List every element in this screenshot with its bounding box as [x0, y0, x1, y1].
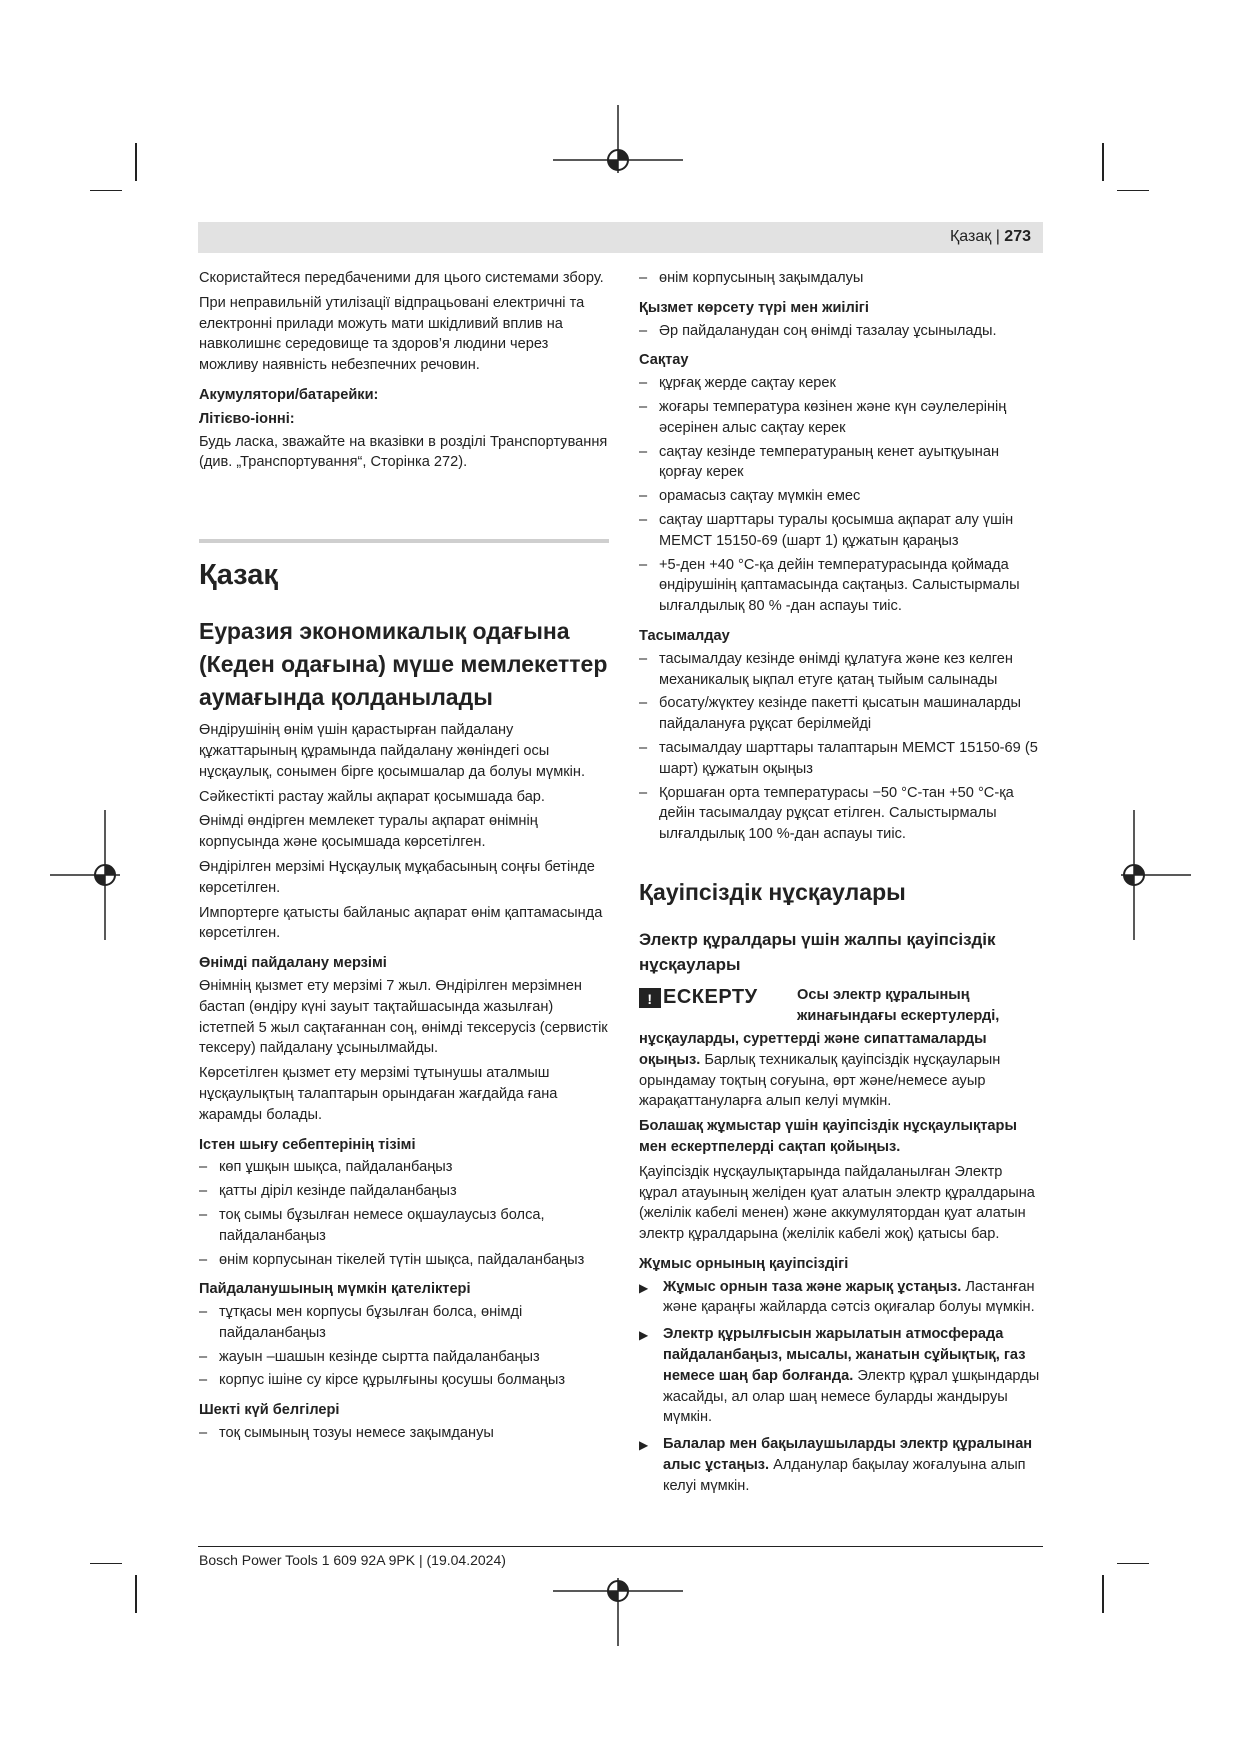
item-text: Ластанған және қараңғы жайларда сәтсіз оқиғалар болуы мүмкін. — [663, 1278, 1035, 1316]
language-title: Қазақ — [199, 559, 278, 592]
crop-mark — [1117, 190, 1149, 191]
item-bold: Жұмыс орнын таза және жарық ұстаңыз. — [663, 1278, 962, 1295]
crop-mark — [135, 143, 137, 181]
storage-list — [639, 373, 1044, 617]
header-text: Қазақ | 273 — [949, 228, 1031, 245]
list-item: – сақтау шарттары туралы қосымша ақпарат алу үшін МЕМСТ 15150-69 (шарт 1) құжатын қараңыз — [639, 510, 1044, 552]
heading-user-errors: Пайдаланушының мүмкін қателіктері — [199, 1281, 471, 1298]
heading-limit-state: Шекті күй белгілері — [199, 1402, 340, 1419]
heading-workplace: Жұмыс орнының қауіпсіздігі — [639, 1255, 849, 1272]
item-text: Алданулар бақылау жоғалуына алып келуі мүмкін. — [663, 1457, 1026, 1494]
paragraph: Импортерге қатысты байланыс ақпарат өнім қаптамасында көрсетілген. — [199, 904, 603, 942]
list-item: – өнім корпусынан тікелей түтін шықса, пайдаланбаңыз — [199, 1250, 609, 1271]
warning-paragraph — [639, 1029, 1044, 1112]
service-list — [639, 321, 1044, 342]
heading-storage: Сақтау — [639, 352, 689, 369]
item-text: Электр құрал ұшқындарды жасайды, ал олар шаң немесе буларды жандыруы мүмкін. — [663, 1367, 1040, 1426]
heading-service-life: Өнімді пайдалану мерзімі — [199, 955, 387, 972]
paragraph: Будь ласка, зважайте на вказівки в розділі Транспортування (див. „Транспортування“, Сторінка 272). — [199, 433, 608, 471]
footer-text: Bosch Power Tools 1 609 92A 9PK | (19.04.2024) — [199, 1552, 506, 1568]
registration-mark-icon — [50, 810, 120, 940]
list-item — [639, 1277, 1044, 1319]
list-item: – құрғақ жерде сақтау керек — [639, 373, 1044, 394]
page-header — [198, 222, 1043, 253]
list-item: – жоғары температура көзінен және күн сәулелерінің әсерінен алыс сақтау керек — [639, 397, 1044, 439]
crop-mark — [135, 1575, 137, 1613]
heading-transport: Тасымалдау — [639, 627, 730, 644]
list-item: – Әр пайдаланудан соң өнімді тазалау ұсынылады. — [639, 321, 1044, 342]
list-item: – босату/жүктеу кезінде пакетті қысатын машиналарды пайдалануға рұқсат берілмейді — [639, 693, 1044, 735]
registration-mark-icon — [553, 1578, 683, 1648]
list-item: – тұтқасы мен корпусы бұзылған болса, өнімді пайдаланбаңыз — [199, 1302, 609, 1344]
list-item: – қатты діріл кезінде пайдаланбаңыз — [199, 1181, 609, 1202]
registration-mark-icon — [1121, 810, 1191, 940]
heading-batteries: Акумулятори/батарейки: — [199, 386, 379, 403]
list-item: – +5-ден +40 °C-қа дейін температурасында қоймада өндірушінің қаптамасында сақтаңыз. Салыстырмалы ылғалдылық 80 % -дан аспауы тиіс. — [639, 555, 1044, 617]
item-bold: Балалар мен бақылаушыларды электр құралынан алыс ұстаңыз. — [663, 1436, 1033, 1474]
paragraph: Көрсетілген қызмет ету мерзімі тұтынушы аталмыш нұсқаулықтың талаптарын орындаған жағдайда ғана жарамды болады. — [199, 1065, 558, 1123]
list-item: – корпус ішіне су кірсе құрылғыны қосушы болмаңыз — [199, 1370, 609, 1391]
crop-mark — [1102, 1575, 1104, 1613]
left-column — [199, 268, 609, 1447]
page-number: 273 — [1004, 228, 1031, 245]
list-item: – тасымалдау шарттары талаптарын МЕМСТ 15150-69 (5 шарт) құжатын оқыңыз — [639, 738, 1044, 780]
list-item: – сақтау кезінде температураның кенет ауытқуынан қорғау керек — [639, 442, 1044, 484]
section-divider — [199, 539, 609, 543]
section-title-eaeu: Еуразия экономикалық одағына (Кеден одағына) мүше мемлекеттер аумағында қолданылады — [199, 618, 608, 711]
crop-mark — [1117, 1563, 1149, 1564]
item-bold: Электр құрылғысын жарылатын атмосферада пайдаланбаңыз, мысалы, жанатын сұйықтық, газ немесе шаң бар болғанда. — [663, 1326, 1026, 1384]
list-item: – орамасыз сақтау мүмкін емес — [639, 486, 1044, 507]
list-item: – өнім корпусының зақымдалуы — [639, 268, 1044, 289]
safety-title: Қауіпсіздік нұсқаулары — [639, 878, 906, 905]
failure-list — [199, 1157, 609, 1270]
limit-list-continued — [639, 268, 1044, 289]
warning-label: ЕСКЕРТУ — [663, 985, 758, 1008]
crop-mark — [1102, 143, 1104, 181]
list-item: – көп ұшқын шықса, пайдаланбаңыз — [199, 1157, 609, 1178]
paragraph: Өнімнің қызмет ету мерзімі 7 жыл. Өндірілген мерзімнен бастап (өндіру күні зауыт тақтайшасында жазылған) істетпей 5 жыл сақтағаннан соң, өнімді тексерусіз (сервистік тексеру) пайдалану ұсынылмайды. — [199, 977, 608, 1057]
paragraph: Қауіпсіздік нұсқаулықтарында пайдаланылған Электр құрал атауының желіден қуат алатын электр құралдарына (желілік кабелі менен) және аккумулятордан қуат алатын электр құралдарына (желілік кабелі жоқ) қатысы бар. — [639, 1163, 1035, 1243]
paragraph: Өндірушінің өнім үшін қарастырған пайдалану құжаттарының құрамында пайдалану жөніндегі осы нұсқаулық, сонымен бірге қосымшалар да болуы мүмкін. — [199, 722, 585, 780]
heading-failure-reasons: Істен шығу себептерінің тізімі — [199, 1136, 416, 1153]
list-item: – тоқ сымының тозуы немесе зақымдануы — [199, 1423, 609, 1444]
list-item: – Қоршаған орта температурасы −50 °C-тан +50 °C-қа дейін тасымалдау рұқсат етілген. Салыстырмалы ылғалдылық 100 %-дан аспауы тиіс. — [639, 783, 1044, 845]
transport-list — [639, 649, 1044, 845]
paragraph: Сәйкестікті растау жайлы ақпарат қосымшада бар. — [199, 788, 545, 805]
list-item: – жауын –шашын кезінде сыртта пайдаланбаңыз — [199, 1347, 609, 1368]
heading-service: Қызмет көрсету түрі мен жиілігі — [639, 299, 869, 316]
list-item: – тасымалдау кезінде өнімді құлатуға және кез келген механикалық ықпал етуге қатаң тыйым салынады — [639, 649, 1044, 691]
warning-badge — [639, 987, 758, 1008]
right-column — [639, 268, 1044, 1503]
crop-mark — [90, 190, 122, 191]
keep-instructions: Болашақ жұмыстар үшін қауіпсіздік нұсқаулықтары мен ескертпелерді сақтап қойыңыз. — [639, 1118, 1017, 1155]
paragraph: Өнімді өндірген мемлекет туралы ақпарат өнімнің корпусында және қосымшада көрсетілген. — [199, 813, 538, 851]
warning-lead: Осы электр құралының жинағындағы ескертулерді, — [797, 986, 1000, 1024]
warning-bold-text: нұсқауларды, суреттерді және сипаттамаларды оқыңыз. — [639, 1030, 987, 1068]
safety-subtitle: Электр құралдары үшін жалпы қауіпсіздік нұсқаулары — [639, 929, 996, 974]
errors-list — [199, 1302, 609, 1391]
header-language: Қазақ — [949, 228, 992, 245]
list-item — [639, 1324, 1044, 1428]
warning-triangle-icon: ! — [639, 988, 661, 1008]
paragraph: Өндірілген мерзімі Нұсқаулық мұқабасының соңғы бетінде көрсетілген. — [199, 858, 595, 896]
registration-mark-icon — [553, 105, 683, 175]
paragraph: Скористайтеся передбаченими для цього системами збору. — [199, 270, 604, 286]
list-item — [639, 1434, 1044, 1496]
footer-divider — [198, 1546, 1043, 1547]
warning-block — [639, 985, 1044, 1029]
paragraph: При неправильній утилізації відпрацьовані електричні та електронні прилади можуть мати шкідливий вплив на навколишнє середовище та здоров’я людини через можливу наявність небезпечних речовин. — [199, 294, 585, 374]
list-item: – тоқ сымы бұзылған немесе оқшаулаусыз болса, пайдаланбаңыз — [199, 1205, 609, 1247]
crop-mark — [90, 1563, 122, 1564]
warning-text: Барлық техникалық қауіпсіздік нұсқауларын орындамау тоқтың соғуына, өрт және/немесе ауыр жарақаттануларға алып келуі мүмкін. — [639, 1051, 1001, 1110]
workplace-list — [639, 1277, 1044, 1497]
limit-list — [199, 1423, 609, 1444]
heading-liion: Літієво-іонні: — [199, 410, 295, 427]
